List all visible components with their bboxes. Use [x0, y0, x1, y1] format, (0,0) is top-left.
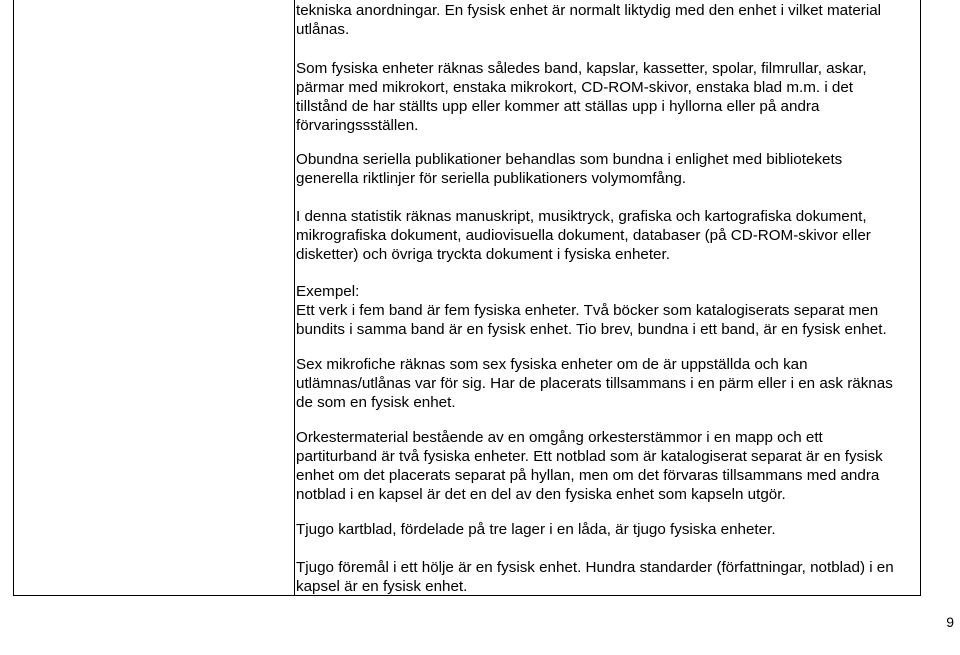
paragraph-3: Obundna seriella publikationer behandlas som bundna i enlighet med bibliotekets generella riktlinjer för seriella publikationers volymomfång.	[296, 151, 843, 187]
paragraph-5: Exempel: Ett verk i fem band är fem fysiska enheter. Två böcker som katalogiserats separat men bundits i samma band är en fysisk enhet. Tio brev, bundna i ett band, är en fysisk enhet.	[296, 283, 887, 338]
table-frame	[13, 0, 921, 596]
paragraph-2: Som fysiska enheter räknas således band, kapslar, kassetter, spolar, filmrullar, askar, pärmar med mikrokort, enstaka mikrokort, CD-ROM-skivor, enstaka blad m.m. i det tillstånd de har ställts upp eller kommer att ställas upp i hyllorna eller på andra förvaringssställen.	[296, 60, 867, 134]
paragraph-7: Orkestermaterial bestående av en omgång orkesterstämmor i en mapp och ett partiturband är två fysiska enheter. Ett notblad som är katalogiserat separat är en fysisk enhet om det placerats separat på hyllan, men om det förvaras tillsammans med andra notblad i en kapsel är det en del av den fysiska enhet som kapseln utgör.	[296, 429, 883, 503]
paragraph-4: I denna statistik räknas manuskript, musiktryck, grafiska och kartografiska dokument, mikrografiska dokument, audiovisuella dokument, databaser (på CD-ROM-skivor eller disketter) och övriga tryckta dokument i fysiska enheter.	[296, 208, 871, 263]
paragraph-1: tekniska anordningar. En fysisk enhet är normalt liktydig med den enhet i vilket material utlånas.	[296, 2, 882, 38]
page-number: 9	[946, 614, 954, 630]
column-divider	[294, 0, 295, 595]
paragraph-8: Tjugo kartblad, fördelade på tre lager i en låda, är tjugo fysiska enheter.	[296, 521, 776, 538]
text-cell	[296, 0, 932, 595]
paragraph-6: Sex mikrofiche räknas som sex fysiska enheter om de är uppställda och kan utlämnas/utlånas var för sig. Har de placerats tillsammans i en pärm eller i en ask räknas de som en fysisk enhet.	[296, 356, 893, 411]
paragraph-9: Tjugo föremål i ett hölje är en fysisk enhet. Hundra standarder (författningar, notblad) i en kapsel är en fysisk enhet.	[296, 559, 894, 595]
